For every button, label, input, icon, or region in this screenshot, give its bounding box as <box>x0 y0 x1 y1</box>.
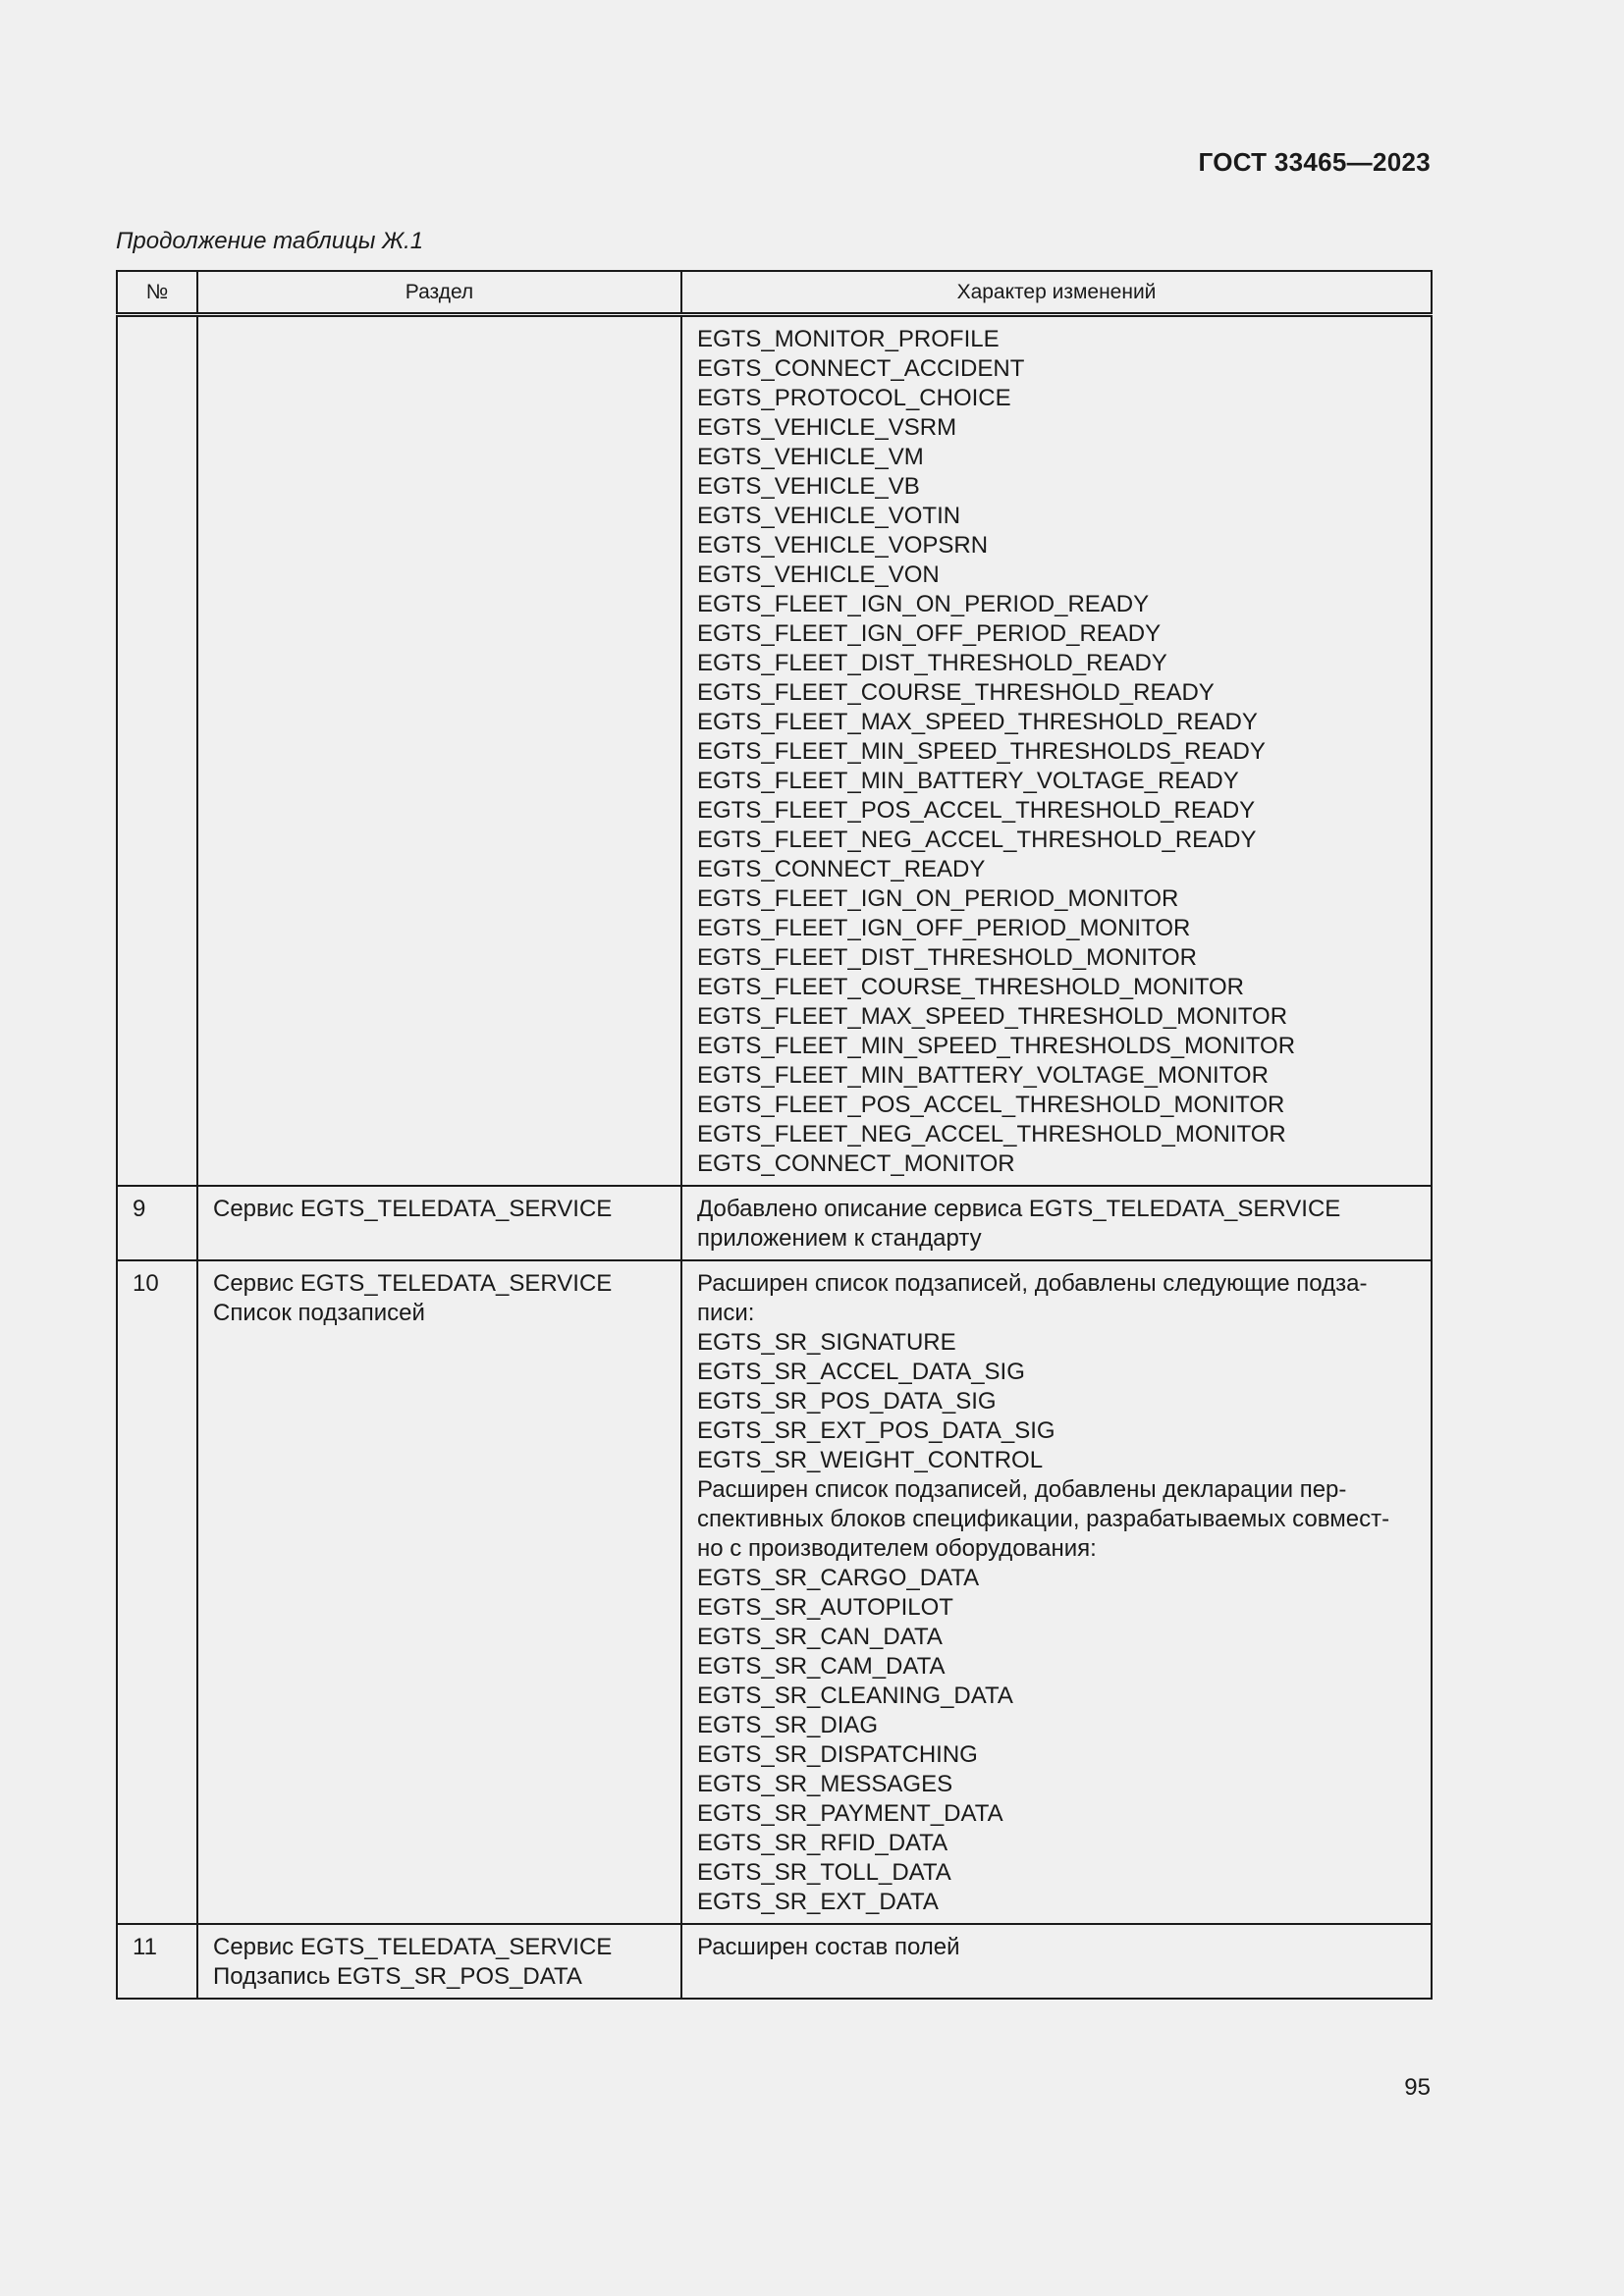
row-changes-cell <box>681 1924 1432 1999</box>
text-line: но с производителем оборудования: <box>697 1535 1097 1562</box>
text-line: EGTS_SR_MESSAGES <box>697 1771 953 1797</box>
section-list <box>213 1269 667 1328</box>
text-line: EGTS_SR_TOLL_DATA <box>697 1859 951 1886</box>
text-line: EGTS_SR_EXT_DATA <box>697 1889 939 1915</box>
text-line: EGTS_FLEET_DIST_THRESHOLD_MONITOR <box>697 944 1197 971</box>
text-line: EGTS_VEHICLE_VON <box>697 561 940 588</box>
row-changes-cell <box>681 1186 1432 1260</box>
changes-list <box>697 325 1417 1179</box>
text-line: Сервис EGTS_TELEDATA_SERVICE <box>213 1270 613 1297</box>
table-header-row <box>117 271 1432 315</box>
text-line: EGTS_FLEET_POS_ACCEL_THRESHOLD_MONITOR <box>697 1092 1285 1118</box>
text-line: EGTS_FLEET_MAX_SPEED_THRESHOLD_MONITOR <box>697 1003 1288 1030</box>
text-line: EGTS_FLEET_DIST_THRESHOLD_READY <box>697 650 1167 676</box>
text-line: EGTS_FLEET_IGN_OFF_PERIOD_MONITOR <box>697 915 1191 941</box>
text-line: EGTS_VEHICLE_VM <box>697 444 924 470</box>
table-row <box>117 1260 1432 1924</box>
row-section-cell <box>197 1260 681 1924</box>
text-line: EGTS_FLEET_IGN_ON_PERIOD_READY <box>697 591 1150 617</box>
text-line: EGTS_SR_ACCEL_DATA_SIG <box>697 1359 1025 1385</box>
text-line: Расширен список подзаписей, добавлены следующие подза- <box>697 1270 1368 1297</box>
text-line: EGTS_FLEET_MAX_SPEED_THRESHOLD_READY <box>697 709 1258 735</box>
text-line: EGTS_VEHICLE_VOTIN <box>697 503 961 529</box>
text-line: EGTS_SR_CAM_DATA <box>697 1653 946 1680</box>
text-line: EGTS_SR_POS_DATA_SIG <box>697 1388 997 1415</box>
text-line: писи: <box>697 1300 755 1326</box>
text-line: EGTS_PROTOCOL_CHOICE <box>697 385 1011 411</box>
text-line: Расширен список подзаписей, добавлены декларации пер- <box>697 1476 1347 1503</box>
text-line: EGTS_SR_PAYMENT_DATA <box>697 1800 1003 1827</box>
text-line: EGTS_FLEET_MIN_SPEED_THRESHOLDS_MONITOR <box>697 1033 1296 1059</box>
table-row <box>117 1924 1432 1999</box>
text-line: EGTS_CONNECT_READY <box>697 856 986 882</box>
changes-list <box>697 1195 1417 1254</box>
row-number-cell <box>117 315 197 1187</box>
text-line: приложением к стандарту <box>697 1225 982 1252</box>
text-line: Сервис EGTS_TELEDATA_SERVICE <box>213 1934 613 1960</box>
text-line: EGTS_SR_AUTOPILOT <box>697 1594 953 1621</box>
text-line: EGTS_FLEET_NEG_ACCEL_THRESHOLD_READY <box>697 827 1257 853</box>
text-line: EGTS_SR_CLEANING_DATA <box>697 1682 1013 1709</box>
text-line: Подзапись EGTS_SR_POS_DATA <box>213 1963 582 1990</box>
column-header-number: № <box>117 271 197 315</box>
text-line: EGTS_SR_CAN_DATA <box>697 1624 943 1650</box>
changes-list <box>697 1269 1417 1917</box>
text-line: EGTS_SR_CARGO_DATA <box>697 1565 980 1591</box>
text-line: Сервис EGTS_TELEDATA_SERVICE <box>213 1196 613 1222</box>
table-caption: Продолжение таблицы Ж.1 <box>116 228 424 254</box>
text-line: EGTS_VEHICLE_VB <box>697 473 920 500</box>
table-row <box>117 315 1432 1187</box>
row-number-cell: 10 <box>117 1260 197 1924</box>
text-line: EGTS_FLEET_IGN_OFF_PERIOD_READY <box>697 620 1162 647</box>
text-line: Список подзаписей <box>213 1300 425 1326</box>
row-section-cell <box>197 315 681 1187</box>
row-changes-cell <box>681 1260 1432 1924</box>
text-line: EGTS_FLEET_MIN_BATTERY_VOLTAGE_MONITOR <box>697 1062 1269 1089</box>
text-line: EGTS_FLEET_NEG_ACCEL_THRESHOLD_MONITOR <box>697 1121 1286 1148</box>
text-line: EGTS_MONITOR_PROFILE <box>697 326 1000 352</box>
text-line: EGTS_CONNECT_ACCIDENT <box>697 355 1025 382</box>
changes-list <box>697 1933 1417 1962</box>
text-line: EGTS_SR_WEIGHT_CONTROL <box>697 1447 1044 1473</box>
text-line: EGTS_CONNECT_MONITOR <box>697 1150 1015 1177</box>
text-line: EGTS_SR_SIGNATURE <box>697 1329 956 1356</box>
column-header-section: Раздел <box>197 271 681 315</box>
text-line: EGTS_SR_RFID_DATA <box>697 1830 948 1856</box>
changes-table <box>116 270 1433 2000</box>
text-line: EGTS_FLEET_MIN_BATTERY_VOLTAGE_READY <box>697 768 1239 794</box>
row-section-cell <box>197 1186 681 1260</box>
row-section-cell <box>197 1924 681 1999</box>
text-line: Расширен состав полей <box>697 1934 960 1960</box>
standard-header: ГОСТ 33465—2023 <box>1198 147 1431 177</box>
section-list <box>213 1195 667 1224</box>
row-number-cell: 11 <box>117 1924 197 1999</box>
text-line: спективных блоков спецификации, разрабатываемых совмест- <box>697 1506 1390 1532</box>
text-line: EGTS_FLEET_COURSE_THRESHOLD_MONITOR <box>697 974 1245 1000</box>
table-row <box>117 1186 1432 1260</box>
text-line: EGTS_SR_DISPATCHING <box>697 1741 978 1768</box>
text-line: EGTS_FLEET_POS_ACCEL_THRESHOLD_READY <box>697 797 1256 824</box>
row-changes-cell <box>681 315 1432 1187</box>
text-line: EGTS_FLEET_IGN_ON_PERIOD_MONITOR <box>697 885 1179 912</box>
column-header-changes: Характер изменений <box>681 271 1432 315</box>
section-list <box>213 1933 667 1992</box>
text-line: EGTS_VEHICLE_VOPSRN <box>697 532 989 559</box>
text-line: EGTS_SR_DIAG <box>697 1712 879 1738</box>
page-number: 95 <box>1404 2074 1431 2101</box>
text-line: EGTS_FLEET_COURSE_THRESHOLD_READY <box>697 679 1215 706</box>
text-line: EGTS_SR_EXT_POS_DATA_SIG <box>697 1417 1056 1444</box>
text-line: Добавлено описание сервиса EGTS_TELEDATA_SERVICE <box>697 1196 1341 1222</box>
text-line: EGTS_VEHICLE_VSRM <box>697 414 957 441</box>
row-number-cell: 9 <box>117 1186 197 1260</box>
text-line: EGTS_FLEET_MIN_SPEED_THRESHOLDS_READY <box>697 738 1266 765</box>
